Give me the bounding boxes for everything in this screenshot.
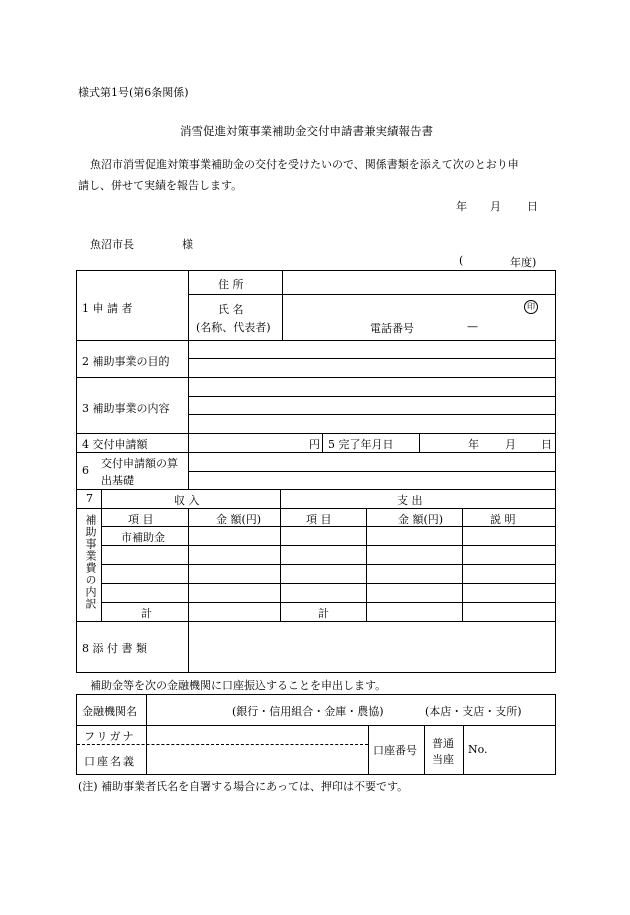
honorific: 様 [182,238,193,251]
date-month-label: 月 [490,200,501,213]
phone-label: 電話番号 [370,322,414,335]
fiscal-year-open: ( [459,254,464,267]
name-label: 氏 名 [218,303,244,316]
form-number: 様式第1号(第6条関係) [78,86,189,99]
account-type-checking: 当座 [432,753,454,766]
date-day-label: 日 [527,200,538,213]
calc-basis-number: 6 [82,464,89,477]
description-header: 説 明 [490,513,516,526]
applicant-label: 1 申 請 者 [82,302,133,315]
completion-day: 日 [541,438,552,451]
fiscal-year-label: 年度) [510,256,537,269]
account-holder-label: 口座名義 [84,755,136,768]
income-amount-header: 金 額(円) [216,513,262,526]
furigana-label: フリガナ [84,730,136,743]
date-year-label: 年 [456,200,467,213]
intro-line-1: 魚沼市消雪促進対策事業補助金の交付を受けたいので、関係書類を添えて次のとおり申 [90,158,519,171]
calc-basis-line-1: 交付申請額の算 [101,457,178,470]
content-label: 3 補助事業の内容 [82,402,170,415]
requested-amount-label: 4 交付申請額 [82,438,148,451]
attachments-label: 8 添 付 書 類 [82,642,147,655]
name-sub-label: (名称、代表者) [196,321,271,334]
phone-separator: — [467,320,478,333]
seal-mark: 印 [524,300,538,314]
expense-amount-header: 金 額(円) [398,513,444,526]
purpose-label: 2 補助事業の目的 [82,355,170,368]
completion-month: 月 [505,438,516,451]
branch-type-options: (本店・支店・支所) [425,705,522,718]
expense-header: 支 出 [397,494,423,507]
bank-transfer-notice: 補助金等を次の金融機関に口座振込することを申出します。 [90,679,387,692]
yen-unit: 円 [309,438,320,451]
document-title: 消雪促進対策事業補助金交付申請書兼実績報告書 [180,124,433,138]
income-header: 収 入 [174,494,200,507]
account-number-label: 口座番号 [373,744,417,757]
expense-item-header: 項 目 [306,513,332,526]
institution-type-options: (銀行・信用組合・金庫・農協) [232,705,384,718]
completion-date-label: 5 完了年月日 [328,438,394,451]
breakdown-vertical-label: 補助事業費の内訳 [84,514,97,610]
addressee: 魚沼市長 [90,238,134,251]
footnote: (注) 補助事業者氏名を自署する場合にあっては、押印は不要です。 [78,780,409,793]
income-total-label: 計 [141,607,152,620]
bank-name-label: 金融機関名 [82,705,137,718]
completion-year: 年 [468,438,479,451]
city-subsidy-item: 市補助金 [121,531,165,544]
breakdown-number: 7 [86,492,93,505]
calc-basis-line-2: 出基礎 [101,474,134,487]
expense-total-label: 計 [318,607,329,620]
account-type-ordinary: 普通 [432,737,454,750]
account-no-prefix: No. [468,743,488,756]
intro-line-2: 請し、併せて実績を報告します。 [78,179,243,192]
address-label: 住 所 [218,278,244,291]
income-item-header: 項 目 [128,513,154,526]
